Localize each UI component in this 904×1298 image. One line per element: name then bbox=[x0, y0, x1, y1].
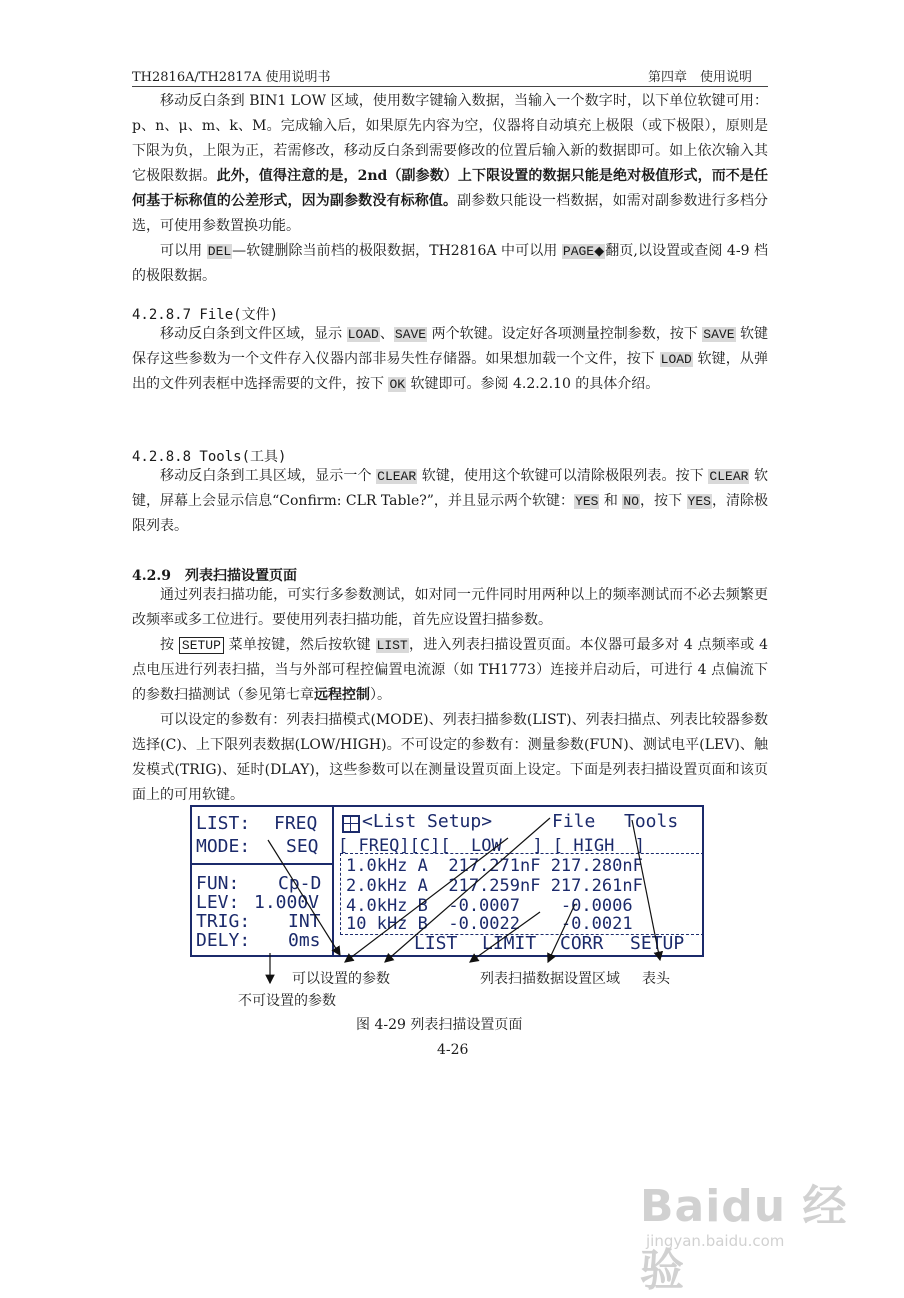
lcd-list-value: FREQ bbox=[274, 813, 318, 834]
paragraph-enter-list bbox=[132, 633, 768, 708]
text-run: ，进入列表扫描设置页面。本仪器可最多对 4 点频率或 4 点电压进行列表扫描，当与外部可程控偏置电流源（如 TH1773）连接并启动后，可进行 4 点偏流下的参数扫描测试（参见第七章 bbox=[132, 637, 768, 703]
header-rule bbox=[132, 86, 768, 87]
header-right: 第四章 使用说明 bbox=[648, 70, 753, 85]
text-run: 翻页,以设置或查阅 4-9 档的极限数据。 bbox=[132, 243, 769, 284]
lcd-horizontal-divider bbox=[192, 863, 332, 865]
caption-not-settable: 不可设置的参数 bbox=[238, 993, 336, 1009]
text-run: 软键，屏幕上会显示信息“Confirm: CLR Table?”，并且显示两个软键： bbox=[132, 468, 768, 509]
lcd-softkey-list: LIST bbox=[414, 933, 458, 954]
paragraph-list-intro: 通过列表扫描功能，可实行多参数测试，如对同一元件同时用两种以上的频率测试而不必去频繁更改频率或多工位进行。要使用列表扫描功能，首先应设置扫描参数。 bbox=[132, 587, 768, 628]
watermark-url: jingyan.baidu.com bbox=[646, 1232, 785, 1250]
paragraph-file bbox=[132, 322, 768, 397]
lcd-column-header: [ FREQ][C][ LOW ] [ HIGH ] bbox=[338, 836, 646, 856]
text-run: 和 bbox=[599, 493, 623, 509]
text-run: 软键，从弹出的文件列表框中选择需要的文件，按下 bbox=[132, 351, 768, 392]
text-run: 移动反白条到工具区域，显示一个 bbox=[160, 468, 377, 484]
key-setup: SETUP bbox=[179, 637, 224, 654]
text-run: 移动反白条到 BIN1 LOW 区域，使用数字键输入数据，当输入一个数字时，以下单位软键可用：p、n、μ、m、k、M。完成输入后，如果原先内容为空，仪器将自动填充上极限（或下极限），原则是下限为负，上限为正，若需修改，移动反白条到需要修改的位置后输入新的数据即可。如上依次输入其它极限数据。 bbox=[132, 93, 768, 184]
watermark-brand: Baidu 经验 bbox=[640, 1181, 848, 1296]
text-run: 菜单按键，然后按软键 bbox=[223, 637, 376, 653]
paragraph-del-key bbox=[132, 239, 768, 289]
section-list-sweep: 4.2.9 列表扫描设置页面 bbox=[132, 568, 297, 584]
lcd-softkey-limit: LIMIT bbox=[482, 933, 537, 954]
lcd-trig-value: INT bbox=[288, 911, 321, 932]
text-run: ，清除极限列表。 bbox=[132, 493, 769, 534]
lcd-mode-label: MODE: bbox=[196, 836, 251, 857]
lcd-lev-label: LEV: bbox=[196, 892, 240, 913]
softkey-clear: CLEAR bbox=[709, 469, 749, 484]
lcd-lev-value: 1.000V bbox=[254, 892, 320, 913]
lcd-menu-tools: Tools bbox=[624, 811, 679, 832]
softkey-load: LOAD bbox=[660, 352, 692, 367]
text-run: 软键即可。参阅 4.2.2.10 的具体介绍。 bbox=[406, 376, 660, 392]
lcd-fun-value: Cp-D bbox=[278, 873, 322, 894]
text-run: ，按下 bbox=[640, 493, 687, 509]
text-run: 软键保存这些参数为一个文件存入仪器内部非易失性存储器。如果想加载一个文件，按下 bbox=[132, 326, 768, 367]
text-run: 软键，使用这个软键可以清除极限列表。按下 bbox=[417, 468, 709, 484]
text-run: ）。 bbox=[370, 687, 391, 703]
lcd-list-label: LIST: bbox=[196, 813, 251, 834]
lcd-title: <List Setup> bbox=[362, 811, 493, 832]
lcd-dely-label: DELY: bbox=[196, 930, 251, 951]
watermark bbox=[632, 1150, 872, 1296]
text-run: 、 bbox=[379, 326, 394, 342]
lcd-trig-label: TRIG: bbox=[196, 911, 251, 932]
text-run: 按 bbox=[160, 637, 179, 653]
lcd-mode-value: SEQ bbox=[286, 836, 319, 857]
softkey-ok: OK bbox=[389, 377, 406, 392]
lcd-screen bbox=[190, 805, 704, 957]
lcd-dely-value: 0ms bbox=[288, 930, 321, 951]
softkey-save: SAVE bbox=[394, 327, 427, 342]
lcd-softkey-setup: SETUP bbox=[630, 933, 685, 954]
softkey-del: DEL bbox=[207, 244, 232, 259]
lcd-menu-file: File bbox=[552, 811, 596, 832]
text-run: 移动反白条到文件区域，显示 bbox=[160, 326, 347, 342]
paragraph-limit-input bbox=[132, 89, 768, 239]
softkey-yes: YES bbox=[687, 494, 711, 509]
lcd-row: 10 kHz B -0.0022 -0.0021 bbox=[346, 914, 633, 934]
lcd-row: 2.0kHz A 217.259nF 217.261nF bbox=[346, 876, 643, 896]
text-run: —软键删除当前档的极限数据，TH2816A 中可以用 bbox=[232, 243, 562, 259]
softkey-list: LIST bbox=[376, 638, 408, 653]
lcd-vertical-divider bbox=[332, 807, 334, 955]
softkey-no: NO bbox=[623, 494, 640, 509]
bold-ref: 远程控制 bbox=[314, 687, 370, 703]
softkey-yes: YES bbox=[575, 494, 599, 509]
lcd-fun-label: FUN: bbox=[196, 873, 240, 894]
figure-title: 图 4-29 列表扫描设置页面 bbox=[356, 1017, 523, 1033]
text-run: 可以用 bbox=[160, 243, 207, 259]
lcd-row: 4.0kHz B -0.0007 -0.0006 bbox=[346, 896, 633, 916]
lcd-softkey-corr: CORR bbox=[560, 933, 604, 954]
grid-icon bbox=[342, 815, 360, 833]
softkey-page: PAGE◆ bbox=[562, 244, 605, 259]
text-run: 副参数只能设一档数据，如需对副参数进行多档分选，可使用参数置换功能。 bbox=[132, 193, 769, 234]
header-left: TH2816A/TH2817A 使用说明书 bbox=[132, 70, 331, 85]
caption-settable: 可以设置的参数 bbox=[292, 971, 390, 987]
softkey-clear: CLEAR bbox=[377, 469, 417, 484]
page-number: 4-26 bbox=[437, 1042, 469, 1058]
softkey-save: SAVE bbox=[703, 327, 735, 342]
caption-data-area: 列表扫描数据设置区域 bbox=[480, 971, 620, 987]
paragraph-tools bbox=[132, 464, 768, 539]
softkey-load: LOAD bbox=[347, 327, 379, 342]
paragraph-params: 可以设定的参数有：列表扫描模式(MODE)、列表扫描参数(LIST)、列表扫描点、列表比较器参数选择(C)、上下限列表数据(LOW/HIGH)。不可设定的参数有：测量参数(FUN)、测试电平(LEV)、触发模式(TRIG)、延时(DLAY)，这些参数可以在测量设置页面上设定。下面是列表扫描设置页面和该页面上的可用软键。 bbox=[132, 712, 768, 803]
section-tools: 4.2.8.8 Tools(工具) bbox=[132, 449, 287, 465]
section-file: 4.2.8.7 File(文件) bbox=[132, 307, 279, 323]
bold-note: 此外，值得注意的是，2nd（副参数）上下限设置的数据只能是绝对极值形式，而不是任何基于标称值的公差形式，因为副参数没有标称值。 bbox=[132, 168, 768, 209]
lcd-row: 1.0kHz A 217.271nF 217.280nF bbox=[346, 856, 643, 876]
text-run: 两个软键。设定好各项测量控制参数，按下 bbox=[427, 326, 703, 342]
caption-header: 表头 bbox=[642, 971, 670, 987]
